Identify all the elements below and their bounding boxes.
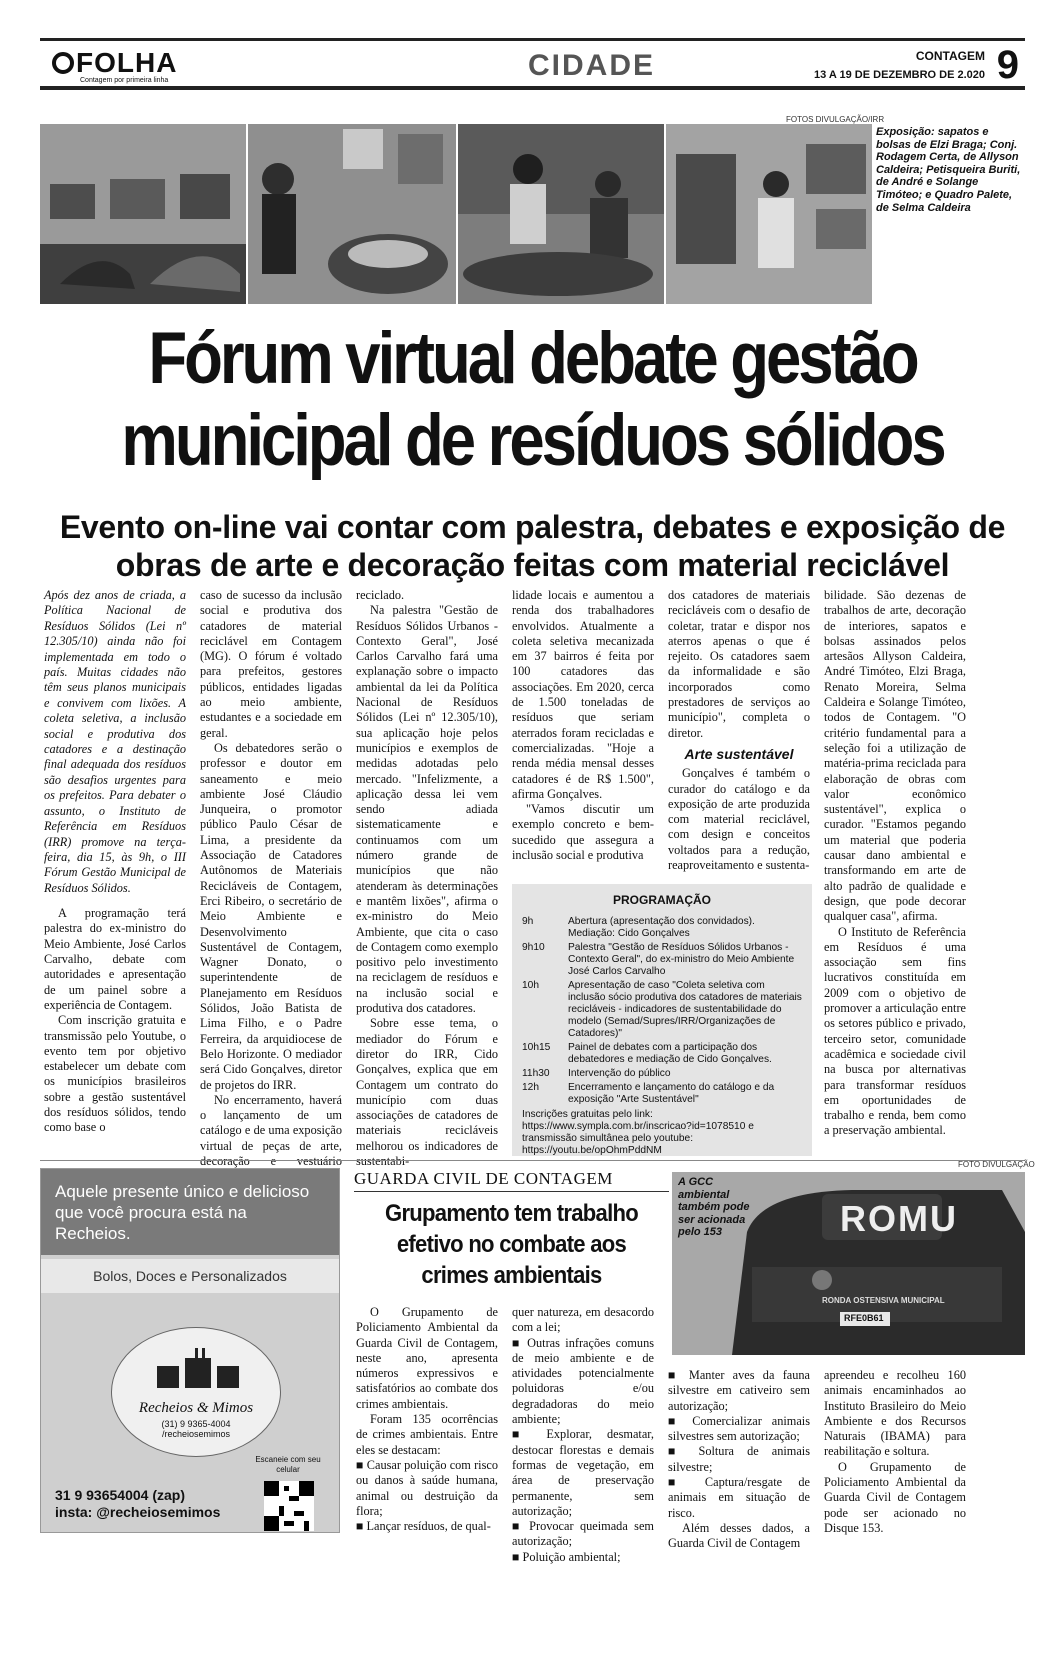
article-paragraph: "Vamos discutir um exemplo concreto e bem-sucedido que assegura a inclusão social e produtiva: [512, 802, 654, 863]
qr-label: Escaneie com seu celular: [255, 1455, 321, 1474]
craft-table-image: [248, 124, 456, 304]
article-paragraph: O Instituto de Referência em Resíduos é uma associação sem fins lucrativos constituída em 2009 com o objetivo de promover a articulação entre os setores público e privado, terceiro setor, comunidade acadêmica e sociedade civil na busca por alternativas para transformar resíduos em oportunidades de trabalho e renda, bem como a preservação ambiental.: [824, 924, 966, 1138]
gcc-paragraph: quer natureza, em desacordo com a lei;: [512, 1305, 654, 1335]
article-lead: Após dez anos de criada, a Política Nacional de Resíduos Sólidos (Lei nº 12.305/10) ainda não foi implementada em todo o país. Muitas cidades não têm seus planos municipais e convivem com lixões. A coleta seletiva, a inclusão social e produtiva dos catadores e a destinação final adequada dos resíduos são desafios urgentes para os prefeitos. Para debater o assunto, o Instituto de Referência em Resíduos (IRR) promove na terça-feira, dia 15, às 9h, o III Fórum Gestão Municipal de Resíduos Sólidos.: [44, 588, 186, 895]
article-column-6: [824, 588, 966, 1139]
romu-vehicle-text: ROMU: [840, 1198, 958, 1239]
gcc-paragraph: Além desses dados, a Guarda Civil de Contagem: [668, 1520, 810, 1551]
subheadline: Evento on-line vai contar com palestra, debates e exposição de obras de arte e decoração feitas com material reciclável: [59, 509, 1006, 583]
gcc-bullet: ■ Comercializar animais silvestres sem autorização;: [668, 1413, 810, 1444]
article-paragraph: Os debatedores serão o professor e doutor em saneamento e meio ambiente José Cláudio Junqueira, o promotor público Paulo César de Lima, a presidente da Associação de Catadores Autônomos de Materiais Recicláveis de Contagem, Erci Ribeiro, o secretário de Meio Ambiente e Desenvolvimento Sustentável de Contagem, Wagner Donato, o superintendente de Planejamento em Resíduos Sólidos, João Batista de Lima Filho, e o Padre Ferreira, da arquidiocese de Belo Horizonte. O mediador será Cido Gonçalves, diretor de projetos do IRR.: [200, 740, 342, 1092]
photo-artisans: [458, 124, 664, 304]
ad-logo: [111, 1327, 281, 1457]
page-number: 9: [996, 43, 1019, 87]
gcc-paragraph: Foram 135 ocorrências de crimes ambientais. Entre eles se destacam:: [356, 1412, 498, 1457]
article-paragraph: lidade locais e aumentou a renda dos trabalhadores envolvidos. Atualmente a coleta seletiva mecanizada em 37 bairros é feita por 100 catadores das associações. Em 2020, cerca de 1.500 toneladas de resíduos que seriam aterrados foram recicladas e comercializadas. "Hoje a renda média mensal desses catadores é de R$ 1.500", afirma Gonçalves.: [512, 588, 654, 801]
gcc-paragraph: apreendeu e recolheu 160 animais encaminhados ao Instituto Brasileiro do Meio Ambiente e dos Recursos Naturais (IBAMA) para reabilitação e soltura.: [824, 1368, 966, 1459]
gcc-photo-credit: FOTO DIVULGAÇÃO: [958, 1160, 1035, 1169]
article-subtitle: Arte sustentável: [684, 745, 794, 762]
gcc-bullet: ■ Outras infrações comuns de meio ambiente e de atividades potencialmente poluidoras e/ou degradadoras do meio ambiente;: [512, 1335, 654, 1427]
program-title: PROGRAMAÇÃO: [613, 893, 711, 907]
newspaper-logo[interactable]: FOLHA: [52, 47, 177, 79]
ad-tagline: Aquele presente único e delicioso que você procura está na Recheios.: [41, 1169, 339, 1255]
article-paragraph: A programação terá palestra do ex-ministro do Meio Ambiente, José Carlos Carvalho, debate com autoridades e apresentação de um painel sobre a experiência de Contagem.: [44, 906, 186, 1012]
gcc-bullet: ■ Soltura de animais silvestre;: [668, 1444, 810, 1474]
masthead: [40, 38, 1025, 90]
paintings-image: [666, 124, 872, 304]
ad-instagram[interactable]: insta: @recheiosemimos: [55, 1504, 221, 1520]
gcc-kicker: GUARDA CIVIL DE CONTAGEM: [354, 1169, 669, 1192]
edition-city: CONTAGEM: [915, 49, 985, 63]
gcc-bullet: ■ Manter aves da fauna silvestre em cativeiro sem autorização;: [668, 1368, 810, 1413]
gcc-bullet: ■ Captura/resgate de animais em situação de risco.: [668, 1475, 810, 1520]
program-box: [512, 884, 812, 1156]
ad-logo-instagram: /recheiosemimos: [161, 1429, 231, 1439]
photo-shoes-bags: [40, 124, 246, 304]
article-paragraph: reciclado.: [356, 588, 405, 602]
gcc-bullet: ■ Explorar, desmatar, destocar florestas e demais formas de vegetação, em área de preservação permanente, sem autorização;: [512, 1427, 654, 1518]
artisans-image: [458, 124, 664, 304]
gcc-column-1: [356, 1305, 498, 1534]
program-item: 10h Apresentação de caso "Coleta seletiva com inclusão sócio produtiva dos catadores de materiais recicláveis - indicadores de sustentabilidade do modelo (Semad/Supres/IRR/Organizações de Catadores)": [522, 980, 802, 1039]
article-column-2: [200, 588, 342, 1185]
gcc-paragraph: O Grupamento de Policiamento Ambiental da Guarda Civil de Contagem pode ser acionado no Disque 153.: [824, 1459, 966, 1535]
gcc-bullet: ■ Provocar queimada sem autorização;: [512, 1519, 654, 1549]
logo-circle-icon: [52, 52, 74, 74]
ad-logo-phone: (31) 9 9365-4004: [161, 1419, 231, 1429]
ad-contact: [55, 1487, 220, 1521]
edition-date: 13 A 19 DE DEZEMBRO DE 2.020: [814, 69, 985, 81]
article-column-4: [512, 588, 654, 863]
photo-craft-table: [248, 124, 456, 304]
article-column-5: [668, 588, 810, 873]
program-item: 11h30 Intervenção do público: [522, 1068, 671, 1079]
article-paragraph: Com inscrição gratuita e transmissão pelo Youtube, o evento tem por objetivo estabelecer um debate com os municípios brasileiros sobre a gestão sustentável dos resíduos sólidos, tendo como base o: [44, 1013, 186, 1135]
gcc-bullet: ■ Causar poluição com risco ou danos à saúde humana, animal ou destruição da flora;: [356, 1457, 498, 1518]
gcc-bullet: ■ Poluição ambiental;: [512, 1549, 621, 1564]
advertisement[interactable]: [40, 1168, 340, 1533]
photo-credit: FOTOS DIVULGAÇÃO/IRR: [786, 115, 885, 124]
article-paragraph: bilidade. São dezenas de trabalhos de arte, decoração de interiores, sapatos e bolsas assinados pelos artesãos Allyson Caldeira, André Timóteo, Elzi Braga, Renato Moreira, Selma Caldeira e Solange Timóteo, todos de Contagem. "O critério fundamental para a seleção foi a utilização de matéria-prima reciclada para elaboração de obras com valor econômico sustentável", explica o curador. "Estamos pegando um material que poderia causar dano ambiental e transformando em arte de alto padrão de qualidade e design, que pode decorar qualquer casa", afirma.: [824, 588, 966, 924]
program-registration-info[interactable]: Inscrições gratuitas pelo link: https://www.sympla.com.br/inscricao?id=1078510 e transmissão simultânea pelo youtube: https://youtu.be/opOhmPddNM: [522, 1109, 754, 1156]
section-title: CIDADE: [528, 49, 656, 82]
program-item: 10h15 Painel de debates com a participação dos debatedores e mediação de Cido Gonçalves.: [522, 1042, 772, 1065]
photo-caption: Exposição: sapatos e bolsas de Elzi Braga; Conj. Rodagem Certa, de Allyson Caldeira; Petisqueira Buriti, de André e Solange Timóteo; e Quadro Palete, de Selma Caldeira: [876, 126, 1021, 214]
article-paragraph: caso de sucesso da inclusão social e produtiva dos catadores de material reciclável em Contagem (MG). O fórum é voltado para prefeitos, gestores públicos, entidades ligadas ao meio ambiente, estudantes e a sociedade em geral.: [200, 588, 342, 740]
article-paragraph: dos catadores de materiais recicláveis com o desafio de coletar, tratar e dispor nos aterros apenas o que é rejeito. Os catadores saem da informalidade e são incorporados como prestadores de serviços ao município", completa o diretor.: [668, 588, 810, 740]
ad-band: Bolos, Doces e Personalizados: [41, 1259, 339, 1293]
logo-tagline: Contagem por primeira linha: [80, 77, 169, 84]
program-item: 9h10 Palestra "Gestão de Resíduos Sólidos Urbanos - Contexto Geral", do ex-ministro do Meio Ambiente José Carlos Carvalho: [522, 942, 795, 977]
article-column-3: [356, 588, 498, 1169]
program-item: 12h Encerramento e lançamento do catálogo e da exposição "Arte Sustentável": [522, 1082, 775, 1105]
qr-code-icon[interactable]: [259, 1481, 319, 1531]
photo-paintings: [666, 124, 872, 304]
gcc-column-4: [824, 1368, 966, 1536]
article-paragraph: No encerramento, haverá o lançamento de um catálogo e de uma exposição virtual de peças de arte, decoração e vestuário: [200, 1092, 342, 1168]
article-paragraph: Sobre esse tema, o mediador do Fórum e diretor do IRR, Cido Gonçalves, explica que em Contagem um contrato do município com duas associações de catadores de materiais recicláveis melhorou os indicadores de sustentabi-: [356, 1016, 498, 1168]
article-paragraph: Gonçalves é também o curador do catálogo e da exposição de arte produzida com material reciclável, com design e conceitos voltados para a redução, reaproveitamento e sustenta-: [668, 766, 810, 873]
shoes-bags-image: [40, 124, 246, 304]
romu-plate: RFE0B61: [844, 1313, 884, 1323]
gcc-photo-caption: A GCC ambiental também pode ser acionada pelo 153: [678, 1176, 750, 1238]
ad-logo-name: Recheios & Mimos: [138, 1400, 254, 1416]
gcc-column-2: [512, 1305, 654, 1565]
gcc-paragraph: O Grupamento de Policiamento Ambiental da Guarda Civil de Contagem, neste ano, apresenta números expressivos e satisfatórios ao combate dos crimes ambientais.: [356, 1305, 498, 1411]
gcc-bullet: ■ Lançar resíduos, de qual-: [356, 1519, 491, 1534]
article-column-1: [44, 588, 186, 1136]
romu-vehicle-subtext: RONDA OSTENSIVA MUNICIPAL: [822, 1296, 945, 1305]
headline: Fórum virtual debate gestão municipal de resíduos sólidos: [121, 318, 944, 481]
gcc-column-3: [668, 1368, 810, 1552]
section-divider: [40, 1160, 1025, 1161]
ad-phone[interactable]: 31 9 93654004 (zap): [55, 1487, 185, 1503]
gcc-headline: Grupamento tem trabalho efetivo no combate aos crimes ambientais: [385, 1200, 638, 1289]
cake-logo-icon: [147, 1346, 247, 1392]
article-paragraph: Na palestra "Gestão de Resíduos Sólidos Urbanos - Contexto Geral", José Carlos Carvalho fará uma explanação sobre o impacto ambiental da lei da Política Nacional de Resíduos Sólidos (Lei nº 12.305/10), sua aplicação hoje pelos municípios e exemplos de medidas adotadas pelo mercado. "Infelizmente, a aplicação dessa lei vem sendo adiada sistematicamente e continuamos com um número grande de municípios que não atenderam às determinações e mantêm lixões", afirma o ex-ministro do Meio Ambiente, que cita o caso de Contagem como exemplo positivo pelo investimento na reciclagem de resíduos e na inclusão social e produtiva dos catadores.: [356, 603, 498, 1016]
program-item: 9h Abertura (apresentação dos convidados). Mediação: Cido Gonçalves: [522, 916, 755, 939]
